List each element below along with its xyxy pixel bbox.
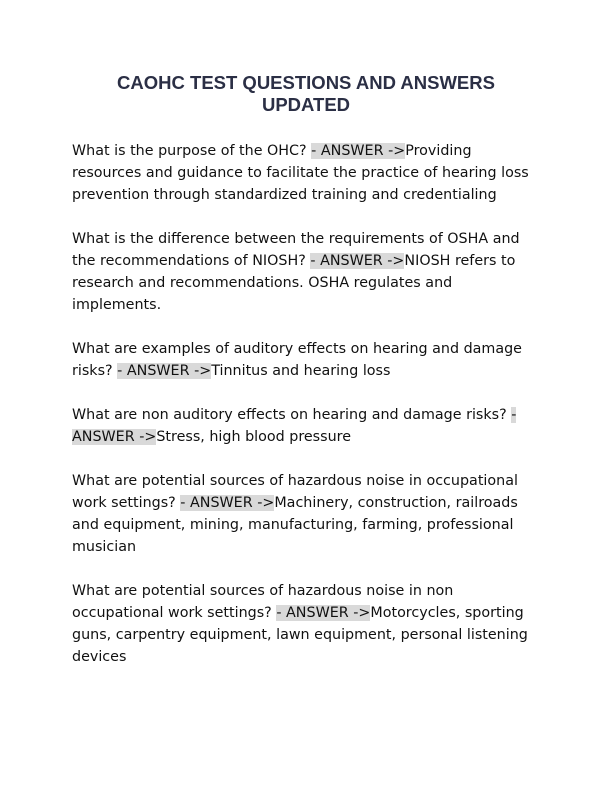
answer-text: Stress, high blood pressure	[156, 429, 351, 445]
answer-marker: - ANSWER ->	[310, 253, 405, 269]
answer-text: Tinnitus and hearing loss	[211, 363, 391, 379]
answer-text: Motorcycles, sporting guns, carpentry equipment, lawn equipment, personal listening devices	[72, 605, 528, 665]
answer-marker: - ANSWER ->	[180, 495, 275, 511]
question-text: What are examples of auditory effects on hearing and damage risks?	[72, 341, 522, 379]
document-title: CAOHC TEST QUESTIONS AND ANSWERS UPDATED	[117, 72, 495, 115]
answer-text: Providing resources and guidance to facilitate the practice of hearing loss prevention through standardized training and credentialing	[72, 143, 529, 203]
question-text: What are potential sources of hazardous noise in occupational work settings?	[72, 473, 518, 511]
qa-item-6	[72, 580, 544, 668]
answer-marker: - ANSWER ->	[117, 363, 212, 379]
answer-marker: - ANSWER ->	[72, 407, 517, 445]
qa-list	[72, 140, 544, 690]
question-text: What are non auditory effects on hearing and damage risks?	[72, 407, 512, 423]
qa-item-4	[72, 404, 544, 448]
qa-item-2	[72, 228, 544, 316]
qa-item-3	[72, 338, 544, 382]
answer-text: NIOSH refers to research and recommendations. OSHA regulates and implements.	[72, 253, 516, 313]
answer-text: Machinery, construction, railroads and equipment, mining, manufacturing, farming, professional musician	[72, 495, 518, 555]
question-text: What is the difference between the requirements of OSHA and the recommendations of NIOSH?	[72, 231, 520, 269]
answer-marker: - ANSWER ->	[276, 605, 371, 621]
question-text: What are potential sources of hazardous noise in non occupational work settings?	[72, 583, 454, 621]
answer-marker: - ANSWER ->	[311, 143, 406, 159]
question-text: What is the purpose of the OHC?	[72, 143, 312, 159]
qa-item-1	[72, 140, 544, 206]
qa-item-5	[72, 470, 544, 558]
